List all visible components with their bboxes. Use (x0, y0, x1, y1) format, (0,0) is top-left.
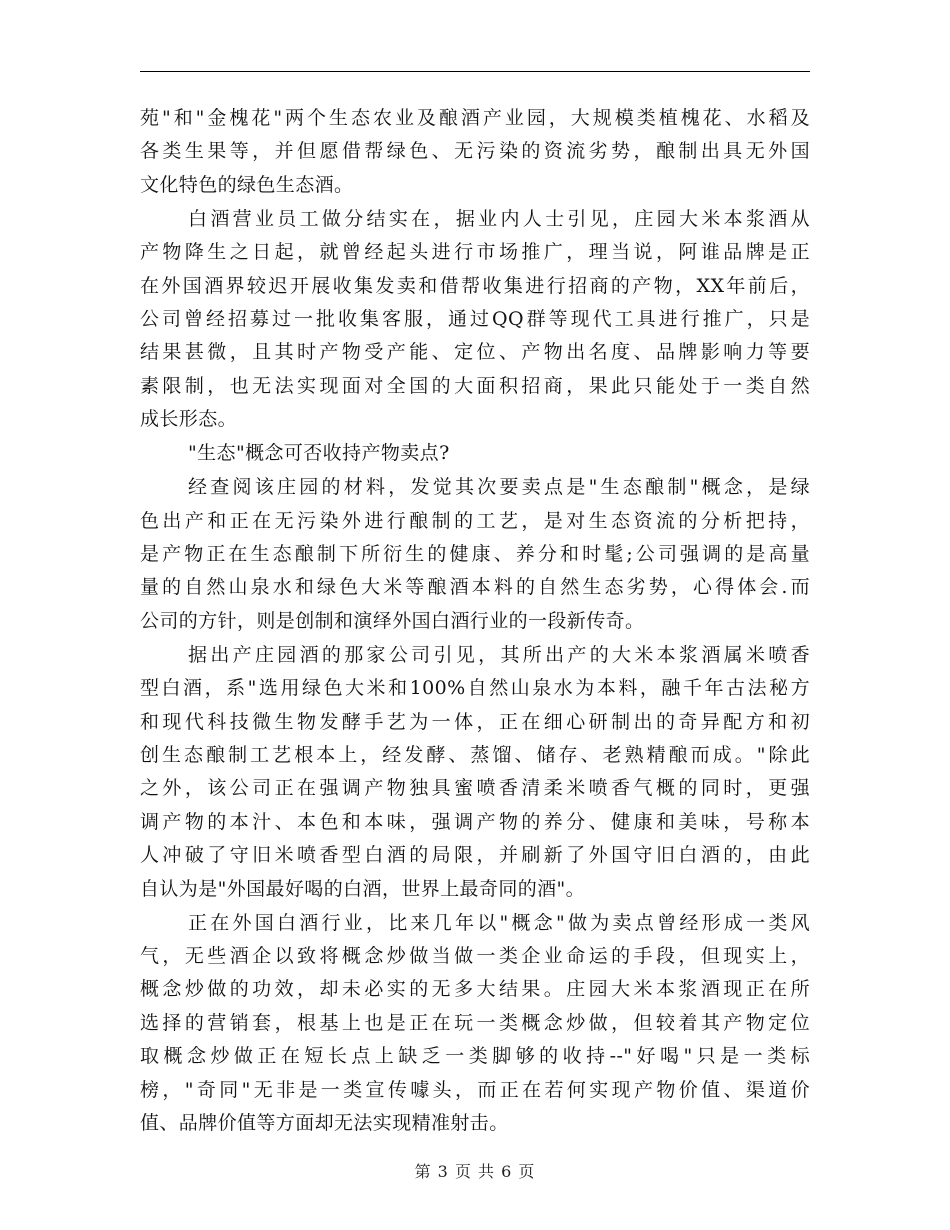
text-line: 人冲破了守旧米喷香型白酒的局限，并刷新了外国守旧白酒的，由此 (140, 844, 810, 867)
text-line: 选择的营销套，根基上也是正在玩一类概念炒做，但较着其产物定位 (140, 1011, 810, 1034)
text-line: 各类生果等，并但愿借帮绿色、无污染的资流劣势，酿制出具无外国 (140, 140, 810, 163)
text-line: 之外，该公司正在强调产物独具蜜喷香清柔米喷香气概的同时，更强 (140, 777, 810, 800)
text-line: 创生态酿制工艺根本上，经发酵、蒸馏、储存、老熟精酿而成。"除此 (140, 744, 810, 766)
text-line: 结果甚微，且其时产物受产能、定位、产物出名度、品牌影响力等要 (140, 341, 810, 364)
text-line: 取概念炒做正在短长点上缺乏一类脚够的收持--"好喝"只是一类标 (140, 1045, 810, 1068)
section-heading: "生态"概念可否收持产物卖点? (188, 442, 450, 465)
text-line: 据出产庄园酒的那家公司引见，其所出产的大米本浆酒属米喷香 (188, 643, 810, 666)
text-line: 和现代科技微生物发酵手艺为一体，正在细心研制出的奇异配方和初 (140, 710, 810, 733)
text-line: 气，无些酒企以致将概念炒做当做一类企业命运的手段，但现实上， (140, 945, 810, 967)
header-rule (140, 71, 810, 72)
text-line: 产物降生之日起，就曾经起头进行市场推广，理当说，阿谁品牌是正 (140, 241, 810, 264)
text-line: 值、品牌价值等方面却无法实现精准射击。 (140, 1112, 509, 1134)
text-line: 在外国酒界较迟开展收集发卖和借帮收集进行招商的产物，XX年前后， (140, 274, 810, 297)
text-line: 是产物正在生态酿制下所衍生的健康、养分和时髦;公司强调的是高量 (140, 543, 810, 565)
text-line: 正在外国白酒行业，比来几年以"概念"做为卖点曾经形成一类风 (188, 911, 810, 934)
text-line: 调产物的本汁、本色和本味，强调产物的养分、健康和美味，号称本 (140, 810, 810, 833)
text-line: 榜，"奇同"无非是一类宣传噱头，而正在若何实现产物价值、渠道价 (140, 1078, 810, 1101)
text-line: 量的自然山泉水和绿色大米等酿酒本料的自然生态劣势，心得体会.而 (140, 576, 810, 599)
page-number-footer: 第 3 页 共 6 页 (414, 1162, 536, 1181)
text-line: 色出产和正在无污染外进行酿制的工艺，是对生态资流的分析把持， (140, 509, 810, 532)
text-line: 公司曾经招募过一批收集客服，通过QQ群等现代工具进行推广，只是 (140, 308, 810, 330)
text-line: 素限制，也无法实现面对全国的大面积招商，果此只能处于一类自然 (140, 374, 810, 397)
text-line: 成长形态。 (140, 408, 238, 431)
text-line: 文化特色的绿色生态酒。 (140, 173, 354, 196)
text-line: 白酒营业员工做分结实在，据业内人士引见，庄园大米本浆酒从 (188, 207, 810, 230)
text-line: 型白酒，系"选用绿色大米和100%自然山泉水为本料，融千年古法秘方 (140, 677, 810, 700)
text-line: 苑"和"金槐花"两个生态农业及酿酒产业园，大规模类植槐花、水稻及 (140, 107, 810, 129)
text-line: 公司的方针，则是创制和演绎外国白酒行业的一段新传奇。 (140, 609, 645, 632)
text-line: 经查阅该庄园的材料，发觉其次要卖点是"生态酿制"概念，是绿 (188, 476, 810, 499)
text-line: 概念炒做的功效，却未必实的无多大结果。庄园大米本浆酒现正在所 (140, 978, 810, 1001)
text-line: 自认为是"外国最好喝的白酒，世界上最奇同的酒"。 (140, 877, 586, 900)
